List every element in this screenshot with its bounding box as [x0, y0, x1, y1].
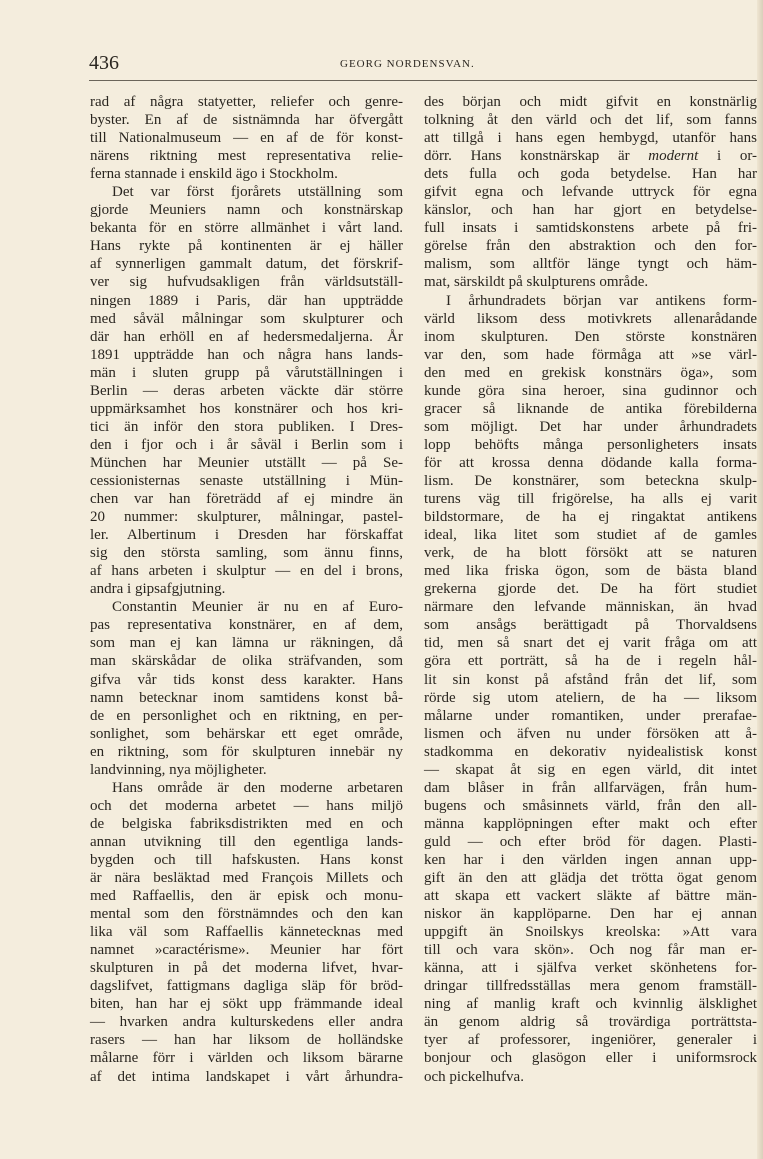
- text-line: chen var han företrädd af ej mindre än: [90, 491, 403, 508]
- text-line: närens riktning mest representativa relie-: [90, 148, 403, 165]
- text-line: som ansågs berättigadt på Thorvaldsens: [424, 617, 757, 634]
- text-line: cessionisternas senaste utställning i Mün-: [90, 472, 403, 489]
- text-line: inom skulpturen. Den störste konstnären: [424, 328, 757, 345]
- text-line: rasers — han har liksom de holländske: [90, 1032, 403, 1049]
- text-line: än genom aldrig så trovärdiga porträttsta-: [424, 1014, 757, 1031]
- text-line: där han erhöll en af hedersmedaljerna. År: [90, 328, 403, 345]
- header-rule: [89, 80, 757, 81]
- text-line: rörde sig utom ateliern, de ha — liksom: [424, 689, 757, 706]
- text-line: tolkning åt den värld och det lif, som fanns: [424, 112, 757, 129]
- text-line: Det var först fjorårets utställning som: [112, 184, 403, 201]
- text-line: ningen 1889 i Paris, där han uppträdde: [90, 292, 403, 309]
- text-line: bygden och till hafskusten. Hans konst: [90, 851, 403, 868]
- text-line: byster. En af de sistnämnda har öfvergått: [90, 112, 403, 129]
- text-line: dringar tillfredsställas mera genom framställ-: [424, 978, 757, 995]
- text-line: andra i gipsafgjutning.: [90, 581, 226, 598]
- text-line: målarne förr i världen och liksom bärarne: [90, 1050, 403, 1067]
- running-head: GEORG NORDENSVAN.: [340, 58, 475, 70]
- text-line: — skapat åt sig en egen värld, dit intet: [424, 761, 757, 778]
- page-edge: [757, 0, 763, 1159]
- text-line: annan utvikning till den egentliga lands-: [90, 833, 403, 850]
- text-line: dets fulla och goda betydelse. Han har: [424, 166, 757, 183]
- text-line: till Nationalmuseum — en af de för konst-: [90, 130, 403, 147]
- text-line: till och vara skön». Och nog får man er-: [424, 942, 757, 959]
- text-line: München har Meunier utställt — på Se-: [90, 454, 403, 471]
- text-line: män i sluten grupp på vårutställningen i: [90, 364, 403, 381]
- text-line: ver sig hufvudsakligen från världsutställ-: [90, 274, 403, 291]
- text-line: var den, som hade förmåga att »se värl-: [424, 346, 757, 363]
- text-line: Hans rykte på kontinenten är ej häller: [90, 238, 403, 255]
- text-line: malism, som alltför länge tyngt och häm-: [424, 256, 757, 273]
- text-line: de en personlighet och en riktning, en per-: [90, 707, 403, 724]
- text-line: med Raffaellis, den är episk och monu-: [90, 888, 403, 905]
- text-line: uppmärksamhet hos konstnärer och hos kri-: [90, 400, 403, 417]
- text-line: ideal, lika litet som studiet af de gamles: [424, 527, 757, 544]
- text-line: uppgift än Snoilskys kreolska: »Att vara: [424, 924, 757, 941]
- page-number: 436: [89, 52, 119, 74]
- text-line: guld — och efter bröd för dagen. Plasti-: [424, 833, 757, 850]
- text-line: man skärskådar de olika sträfvanden, som: [90, 653, 403, 670]
- text-line: af synnerligen gammalt datum, det förskrif-: [90, 256, 403, 273]
- text-line: känna, att i själfva verket skönhetens for-: [424, 960, 757, 977]
- text-line: des början och midt gifvit en konstnärlig: [424, 94, 757, 110]
- text-line: bekanta för en större allmänhet i vårt land.: [90, 220, 403, 237]
- text-line: I århundradets början var antikens form-: [446, 292, 757, 309]
- text-line: full insats i samtidskonstens arbete på fri-: [424, 220, 757, 237]
- text-line: den med en grekisk konstnärs öga», som: [424, 364, 757, 381]
- text-line: den i fjor och i år såväl i Berlin som i: [90, 436, 403, 453]
- text-line: stadkomma en dekorativ nyidealistisk konst: [424, 743, 757, 760]
- text-line: turens väg till frigörelse, ha alls ej varit: [424, 491, 757, 508]
- italic-word: modernt: [648, 148, 699, 165]
- text-line: 20 nummer: skulpturer, målningar, pastel-: [90, 509, 403, 526]
- text-line: dagslifvet, fattigmans dagliga släp för bröd-: [90, 978, 403, 995]
- text-line: målarne under romantiken, under prerafae-: [424, 707, 757, 724]
- text-line: verk, de ha blott försökt att se naturen: [424, 545, 757, 562]
- text-line: — hvarken andra kulturskedens eller andra: [90, 1014, 403, 1031]
- text-line: landvinning, nya möjligheter.: [90, 761, 267, 778]
- text-line: görelse från den abstraktion och den for-: [424, 238, 757, 255]
- text-line: dam blåser in från allfarvägen, från hum-: [424, 779, 757, 796]
- text-line: lit sin konst på afstånd från det lif, som: [424, 671, 757, 688]
- text-line: med såväl målningar som skulpturer och: [90, 310, 403, 327]
- right-text-column: [424, 93, 757, 1086]
- text-line: Hans område är den moderne arbetaren: [112, 779, 403, 796]
- text-line: Constantin Meunier är nu en af Euro-: [112, 599, 403, 616]
- text-line: för att krossa denna dödande kalla forma-: [424, 454, 757, 471]
- text-line: namn betecknar inom samtidens konst bå-: [90, 689, 403, 706]
- text-line: är nära besläktad med François Millets och: [90, 870, 403, 887]
- text-line: männa kapplöpningen efter makt och efter: [424, 815, 757, 832]
- text-line: tyer af professorer, ingeniörer, generaler i: [424, 1032, 757, 1049]
- text-line: Berlin — deras arbeten väckte där större: [90, 382, 403, 399]
- text-line: en riktning, som för skulpturen innebär ny: [90, 743, 403, 760]
- text-line: att skapa ett vackert släkte af bättre män-: [424, 888, 757, 905]
- text-line: [424, 147, 757, 165]
- text-line: skulpturen in på det moderna lifvet, hvar-: [90, 960, 403, 977]
- text-line: biten, han har ej sökt upp främmande ideal: [90, 996, 403, 1013]
- text-line: bugens och småsinnets värld, från den all-: [424, 797, 757, 814]
- text-line: närmare den lefvande människan, än hvad: [424, 599, 757, 616]
- text-line: tid, men så snart det ej varit fråga om att: [424, 635, 757, 652]
- text-line: ning af manlig kraft och kvinnlig älsklighet: [424, 996, 757, 1013]
- left-text-column: [90, 93, 403, 1086]
- text-line: ken har i den världen ingen annan upp-: [424, 851, 757, 868]
- text-line: pas representativa konstnärer, en af dem,: [90, 617, 403, 634]
- text-line: gjorde Meuniers namn och konstnärskap: [90, 202, 403, 219]
- text-line: namnet »caractérisme». Meunier har fört: [90, 942, 403, 959]
- text-line: känslor, och han har gjort en betydelse-: [424, 202, 757, 219]
- text-line: lismen och äfven nu under försöken att å-: [424, 725, 757, 742]
- text-line: 1891 uppträdde han och några hans lands-: [90, 346, 403, 363]
- text-line: lika väl som Raffaellis kännetecknas med: [90, 924, 403, 941]
- text-line: af hans arbeten i skulptur — en del i brons,: [90, 563, 403, 580]
- text-line: gift än den att glädja det trötta ögat genom: [424, 870, 757, 887]
- text-line: ler. Albertinum i Dresden har förskaffat: [90, 527, 403, 544]
- text-line: tici än inför den stora publiken. I Dres-: [90, 418, 403, 435]
- text-line: och det moderna arbetet — hans miljö: [90, 797, 403, 814]
- text-line: lopp behöfts många personligheters insats: [424, 436, 757, 453]
- text-line: mat, särskildt på skulpturens område.: [424, 274, 649, 291]
- text-span: i or-: [698, 148, 758, 165]
- text-line: göra ett porträtt, så ha de i regeln hål-: [424, 653, 757, 670]
- text-line: rad af några statyetter, reliefer och genre-: [90, 94, 403, 110]
- text-line: af det intima landskapet i vårt århundra-: [90, 1068, 403, 1085]
- text-line: med lika friska ögon, som de bästa bland: [424, 563, 757, 580]
- text-line: grekerna gjorde det. De ha fört studiet: [424, 581, 757, 598]
- text-line: kunde göra sina heroer, sina gudinnor och: [424, 382, 757, 399]
- text-line: som man ej kan lämna ur räkningen, då: [90, 635, 403, 652]
- text-line: sonlighet, som behärskar ett eget område,: [90, 725, 403, 742]
- text-line: som möjligt. Det har under århundradets: [424, 418, 757, 435]
- text-line: de belgiska fabriksdistrikten med en och: [90, 815, 403, 832]
- text-line: värld liksom dess motivkrets allenarådande: [424, 310, 757, 327]
- text-line: gifva vår tids konst dess karakter. Hans: [90, 671, 403, 688]
- text-line: mental som den förstnämndes och den kan: [90, 906, 403, 923]
- text-line: gifvit egna och lefvande uttryck för egna: [424, 184, 757, 201]
- text-line: ferna stannade i enskild ägo i Stockholm.: [90, 166, 338, 183]
- text-line: att tillgå i hans egen hembygd, utanför hans: [424, 130, 757, 147]
- text-line: lism. De konstnärer, som beteckna skulp-: [424, 472, 757, 489]
- text-span: dörr. Hans konstnärskap är: [424, 148, 649, 165]
- text-line: sig den största samling, som ännu finns,: [90, 545, 403, 562]
- text-line: gracer så liknande de antika förebilderna: [424, 400, 757, 417]
- text-line: bonjour och glasögon eller i uniformsrock: [424, 1050, 757, 1067]
- text-line: och pickelhufva.: [424, 1068, 524, 1085]
- text-line: bildstormare, de ha ej ringaktat antikens: [424, 509, 757, 526]
- text-line: niskor än kapplöparne. Den har ej annan: [424, 906, 757, 923]
